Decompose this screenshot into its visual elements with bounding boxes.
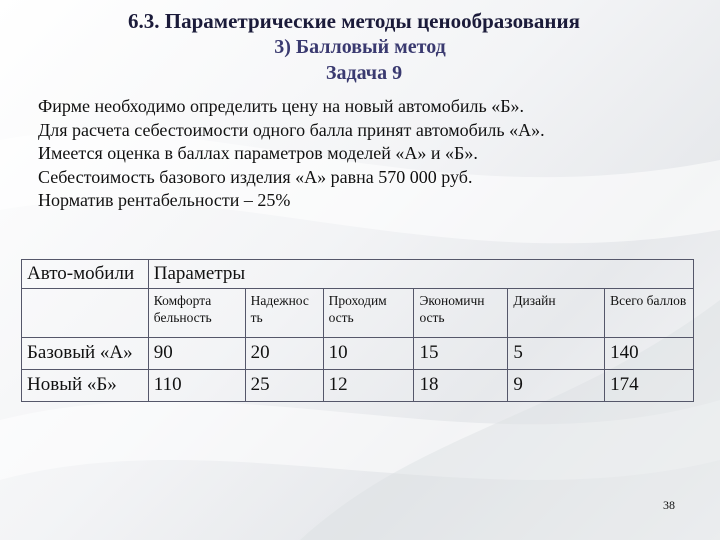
title-line-3: Задача 9 xyxy=(325,62,403,84)
statement-line: Для расчета себестоимости одного балла принят автомобиль «А». xyxy=(38,119,545,140)
table-subheader-row xyxy=(22,289,694,338)
param-header: Комфорта бельность xyxy=(148,289,245,338)
page-number: 38 xyxy=(663,498,675,512)
table-row xyxy=(22,370,694,402)
table-cell: 20 xyxy=(245,338,323,370)
table-cell: 12 xyxy=(323,370,414,402)
param-header: Дизайн xyxy=(508,289,605,338)
param-header: Проходим ость xyxy=(323,289,414,338)
title-line-2: 3) Балловый метод xyxy=(274,36,446,58)
statement-line: Себестоимость базового изделия «А» равна 570 000 руб. xyxy=(38,166,473,187)
table-cell: 9 xyxy=(508,370,605,402)
table-row xyxy=(22,338,694,370)
table-cell: 110 xyxy=(148,370,245,402)
table-cell: 15 xyxy=(414,338,508,370)
title-line-1: 6.3. Параметрические методы ценообразования xyxy=(128,9,580,33)
param-header: Экономичн ость xyxy=(414,289,508,338)
table-cell: 140 xyxy=(605,338,694,370)
table-cell: 174 xyxy=(605,370,694,402)
row-label: Новый «Б» xyxy=(22,370,149,402)
slide-title xyxy=(0,8,720,86)
statement-line: Норматив рентабельности – 25% xyxy=(38,190,291,210)
group-header-parameters: Параметры xyxy=(148,260,693,289)
statement-line: Имеется оценка в баллах параметров моделей «А» и «Б». xyxy=(38,143,478,163)
table-cell: 25 xyxy=(245,370,323,402)
table-cell: 18 xyxy=(414,370,508,402)
param-header: Надежнос ть xyxy=(245,289,323,338)
empty-cell xyxy=(22,289,149,338)
table-cell: 5 xyxy=(508,338,605,370)
table-cell: 10 xyxy=(323,338,414,370)
col-header-cars: Авто-мобили xyxy=(22,260,149,289)
problem-statement xyxy=(38,95,545,213)
param-header: Всего баллов xyxy=(605,289,694,338)
table-header-row xyxy=(22,260,694,289)
parameters-table xyxy=(21,259,694,402)
table-cell: 90 xyxy=(148,338,245,370)
row-label: Базовый «А» xyxy=(22,338,149,370)
statement-line: Фирме необходимо определить цену на новый автомобиль «Б». xyxy=(38,96,525,116)
